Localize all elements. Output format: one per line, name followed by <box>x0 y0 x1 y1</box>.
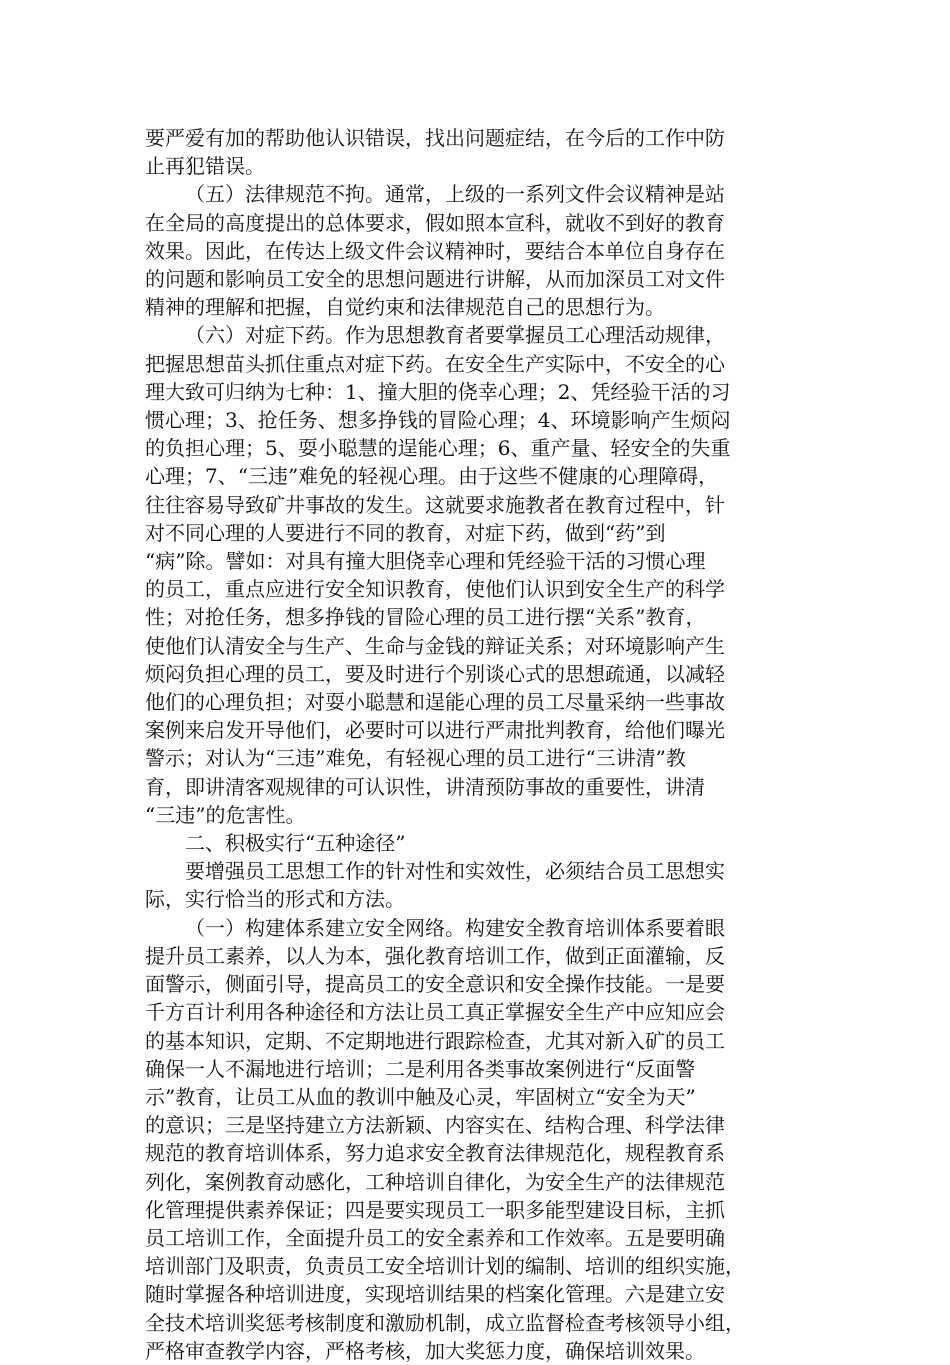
text-line: 警示；对认为“三违”难免，有轻视心理的员工进行“三讲清”教 <box>145 746 686 771</box>
text-line: 把握思想苗头抓住重点对症下药。在安全生产实际中，不安全的心 <box>145 351 725 376</box>
text-line: 精神的理解和把握，自觉约束和法律规范自己的思想行为。 <box>145 295 665 320</box>
text-line: 培训部门及职责，负责员工安全培训计划的编制、培训的组织实施， <box>145 1254 745 1279</box>
text-line: 止再犯错误。 <box>145 154 265 179</box>
text-line: 他们的心理负担；对耍小聪慧和逞能心理的员工尽量采纳一些事故 <box>145 690 725 715</box>
document-body <box>145 124 807 1365</box>
text-line: 的员工，重点应进行安全知识教育，使他们认识到安全生产的科学 <box>145 577 725 602</box>
text-line: 际，实行恰当的形式和方法。 <box>145 887 405 912</box>
text-line: 在全局的高度提出的总体要求，假如照本宣科，就收不到好的教育 <box>145 210 725 235</box>
text-line: （一）构建体系建立安全网络。构建安全教育培训体系要着眼 <box>185 915 725 940</box>
text-line: 效果。因此，在传达上级文件会议精神时，要结合本单位自身存在 <box>145 238 725 263</box>
text-line: 示”教育，让员工从血的教训中触及心灵，牢固树立“安全为天” <box>145 1084 696 1109</box>
text-line: 全技术培训奖惩考核制度和激励机制，成立监督检查考核领导小组， <box>145 1310 745 1335</box>
text-line: 随时掌握各种培训进度，实现培训结果的档案化管理。六是建立安 <box>145 1282 725 1307</box>
text-line: （六）对症下药。作为思想教育者要掌握员工心理活动规律， <box>185 323 725 348</box>
text-line: 确保一人不漏地进行培训；二是利用各类事故案例进行“反面警 <box>145 1056 696 1081</box>
text-line: 对不同心理的人要进行不同的教育，对症下药，做到“药”到 <box>145 520 666 545</box>
text-line: 的意识；三是坚持建立方法新颖、内容实在、结构合理、科学法律 <box>145 1113 725 1138</box>
text-line: 往往容易导致矿井事故的发生。这就要求施教者在教育过程中，针 <box>145 492 725 517</box>
text-line: 烦闷负担心理的员工，要及时进行个别谈心式的思想疏通，以减轻 <box>145 661 725 686</box>
text-line: 二、积极实行“五种途径” <box>185 831 406 856</box>
text-line: “三违”的危害性。 <box>145 802 306 827</box>
text-line: 理大致可归纳为七种：1、撞大胆的侥幸心理；2、凭经验干活的习 <box>145 379 731 404</box>
text-line: 心理；7、“三违”难免的轻视心理。由于这些不健康的心理障碍， <box>145 464 719 489</box>
text-line: 列化，案例教育动感化，工种培训自律化，为安全生产的法律规范 <box>145 1169 725 1194</box>
text-line: 使他们认清安全与生产、生命与金钱的辩证关系；对环境影响产生 <box>145 633 725 658</box>
text-line: 的负担心理；5、耍小聪慧的逞能心理；6、重产量、轻安全的失重 <box>145 436 731 461</box>
text-line: 要增强员工思想工作的针对性和实效性，必须结合员工思想实 <box>185 859 725 884</box>
text-line: 的基本知识，定期、不定期地进行跟踪检查，尤其对新入矿的员工 <box>145 1028 725 1053</box>
text-line: 员工培训工作，全面提升员工的安全素养和工作效率。五是要明确 <box>145 1225 725 1250</box>
text-line: 性；对抢任务，想多挣钱的冒险心理的员工进行摆“关系”教育， <box>145 605 706 630</box>
text-line: 规范的教育培训体系，努力追求安全教育法律规范化，规程教育系 <box>145 1141 725 1166</box>
text-line: 面警示，侧面引导，提高员工的安全意识和安全操作技能。一是要 <box>145 972 725 997</box>
text-line: 的问题和影响员工安全的思想问题进行讲解，从而加深员工对文件 <box>145 267 725 292</box>
text-line: 要严爱有加的帮助他认识错误，找出问题症结，在今后的工作中防 <box>145 126 725 150</box>
text-line: 育，即讲清客观规律的可认识性，讲清预防事故的重要性，讲清 <box>145 774 705 799</box>
text-line: “病”除。譬如：对具有撞大胆侥幸心理和凭经验干活的习惯心理 <box>145 549 706 574</box>
text-line: （五）法律规范不拘。通常，上级的一系列文件会议精神是站 <box>185 182 725 207</box>
text-line: 化管理提供素养保证；四是要实现员工一职多能型建设目标，主抓 <box>145 1197 725 1222</box>
text-line: 千方百计利用各种途径和方法让员工真正掌握安全生产中应知应会 <box>145 1000 725 1025</box>
text-line: 严格审查教学内容，严格考核，加大奖惩力度，确保培训效果。 <box>145 1338 705 1363</box>
text-line: 提升员工素养，以人为本，强化教育培训工作，做到正面灌输，反 <box>145 943 725 968</box>
text-line: 惯心理；3、抢任务、想多挣钱的冒险心理；4、环境影响产生烦闷 <box>145 408 731 433</box>
text-line: 案例来启发开导他们，必要时可以进行严肃批判教育，给他们曝光 <box>145 718 725 743</box>
